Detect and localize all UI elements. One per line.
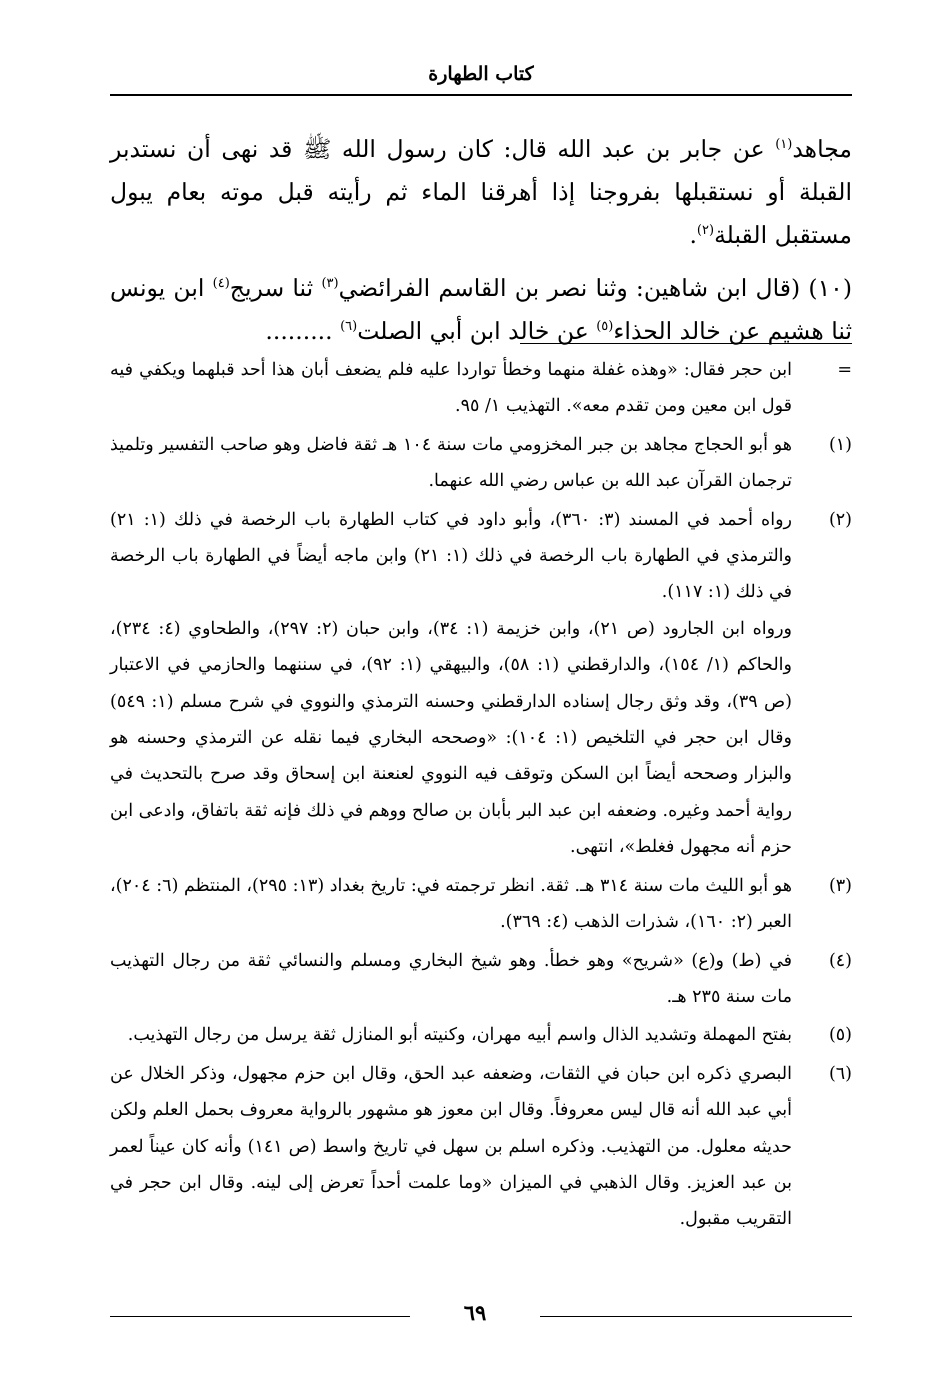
header-rule [110,94,852,96]
footnote-ref-5[interactable]: (٥) [596,319,614,334]
footnote-1 [110,427,852,500]
footnote-mark: (٦) [828,1063,852,1084]
footnote-mark: (٥) [828,1025,852,1046]
footnote-body: هو أبو الليث مات سنة ٣١٤ هـ. ثقة. انظر ترجمته في: تاريخ بغداد (١٣: ٢٩٥)، المنتظم (٦: ٢٠٤)، العبر (٢: ١٦٠)، شذرات الذهب (٤: ٣٦٩). [110,875,792,933]
footnote-body: البصري ذكره ابن حبان في الثقات، وضعفه عبد الحق، وقال ابن حزم مجهول، وذكر الخلال عن أبي عبد الله أنه قال ليس معروفاً. وقال ابن معوز هو مشهور بالرواية معروف بحمل العلم ولكن حديثه معلول. من التهذيب. وذكره اسلم بن سهل في تاريخ واسط (ص ١٤١) وأنه كان عيناً لعمر بن عبد العزيز. وقال الذهبي في الميزان «وما علمت أحداً تعرض إلى لينه. وقال ابن حجر في التقريب مقبول. [110,1063,792,1230]
main-paragraph-1: مجاهد$^{(١)}$ عن جابر بن عبد الله قال: كان رسول الله ﷺ قد نهى أن نستدبر القبلة أو نستقبلها بفروجنا إذا أهرقنا الماء ثم رأيته قبل موته بعام يبول مستقبل القبلة$^{(٢)}$. [110,135,852,249]
footer-rule-left [110,1316,410,1317]
main-text [110,128,852,353]
footnote-continued [110,352,852,425]
page-number: ٦٩ [463,1300,487,1325]
footnote-body: في (ط) و(ع) «شريح» وهو خطأ. وهو شيخ البخاري ومسلم والنسائي ثقة من رجال التهذيب مات سنة ٢٣٥ هـ. [110,950,792,1007]
footnote-6 [110,1056,852,1238]
footnote-body: بفتح المهملة وتشديد الذال واسم أبيه مهران، وكنيته أبو المنازل ثقة يرسل من رجال التهذيب. [127,1025,792,1046]
footnote-ref-3[interactable]: (٣) [321,276,339,291]
footnote-mark: (١) [828,434,852,455]
footnote-5 [110,1017,852,1053]
footnote-2 [110,502,852,866]
footnote-4 [110,943,852,1016]
footnote-ref-1[interactable]: (١) [775,137,793,152]
footnote-mark: (٣) [828,875,852,896]
footnote-body: رواه أحمد في المسند (٣: ٣٦٠)، وأبو داود في كتاب الطهارة باب الرخصة في ذلك (١: ٢١) والترمذي في الطهارة باب الرخصة في ذلك (١: ٢١) وابن ماجه أيضاً في الطهارة باب الرخصة في ذلك (١: ١١٧). ورواه ابن الجارود (ص ٢١)، وابن خزيمة (١: ٣٤)، وابن حبان (٢: ٢٩٧)، والطحاوي (٤: ٢٣٤)، والحاكم (١/ ١٥٤)، والدارقطني (١: ٥٨)، والبيهقي (١: ٩٢)، في سننهما والحازمي في الاعتبار (ص ٣٩)، وقد وثق رجال إسناده الدارقطني وحسنه الترمذي والنووي في شرح مسلم (١: ٥٤٩) وقال ابن حجر في التلخيص (١: ١٠٤): «وصححه البخاري فيما نقله عن الترمذي وحسنه هو والبزار وصححه أيضاً ابن السكن وتوقف فيه النووي لعنعنة ابن إسحاق وقد صرح بالتحديث في رواية أحمد وغيره. وضعفه ابن عبد البر بأبان بن صالح ووهم في ذلك فإنه ثقة باتفاق، وادعى ابن حزم أنه مجهول فغلط»، انتهى. [110,509,792,858]
footnote-ref-2[interactable]: (٢) [696,223,715,238]
running-header: كتاب الطهارة [428,63,534,85]
footnote-3 [110,868,852,941]
footnote-mark: = [837,360,852,380]
main-paragraph-2: (١٠) (قال ابن شاهين: وثنا نصر بن القاسم الفرائضي$^{(٣)}$ ثنا سريج$^{(٤)}$ ابن يونس ثنا هشيم عن خالد الحذاء$^{(٥)}$ عن خالد ابن أبي الصلت$^{(٦)}$ ......... [110,274,852,345]
footnote-body: ابن حجر فقال: «وهذه غفلة منهما وخطأ تواردا عليه فلم يضعف أبان هذا أحد قبلهما ويكفي فيه قول ابن معين ومن تقدم معه». التهذيب ١/ ٩٥. [110,360,792,417]
footnote-ref-6[interactable]: (٦) [340,319,358,334]
footnote-mark: (٤) [828,950,852,971]
footer-rule-right [540,1316,852,1317]
footnote-mark: (٢) [828,509,852,530]
footnote-separator [520,343,852,344]
footnote-ref-4[interactable]: (٤) [212,276,230,291]
footnotes [110,352,852,1240]
footnote-body: هو أبو الحجاج مجاهد بن جبر المخزومي مات سنة ١٠٤ هـ ثقة فاضل وهو صاحب التفسير وتلميذ ترجمان القرآن عبد الله بن عباس رضي الله عنهما. [110,434,792,492]
